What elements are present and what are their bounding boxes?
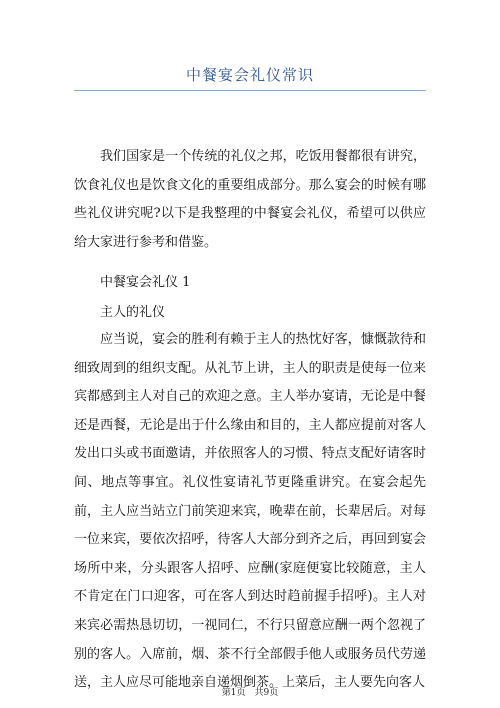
- subheading: 主人的礼仪: [100, 305, 166, 320]
- section-heading: 中餐宴会礼仪 1: [100, 275, 191, 290]
- page-footer: 第1页 共9页: [221, 688, 279, 698]
- document-title: 中餐宴会礼仪常识: [185, 66, 314, 84]
- body-paragraph: 应当说，宴会的胜利有赖于主人的热忱好客，慷慨款待和细致周到的组织支配。从礼节上讲，主人的职责是使每一位来宾都感到主人对自己的欢迎之意。主人举办宴请，无论是中餐还是西餐，无论是出于什么缘由和目的，主人都应提前对客人发出口头或书面邀请，并依照客人的习惯、特点支配好请客时间、地点等事宜。礼仪性宴请礼节更隆重讲究。在宴会起先前，主人应当站立门前笑迎来宾，晚辈在前，长辈居后。对每一位来宾，要依次招呼，待客人大部分到齐之后，再回到宴会场所中来，分头跟客人招呼、应酬(家庭便宴比较随意，主人不肯定在门口迎客，可在客人到达时趋前握手招呼)。主人对来宾必需热恳切切，一视同仁，不行只留意应酬一两个忽视了别的客人。入席前，烟、茶不行全部假手他人或服务员代劳递送，主人应尽可能地亲自递烟倒茶。上菜后，主人要先向客人: [74, 332, 426, 691]
- intro-paragraph: 我们国家是一个传统的礼仪之邦，吃饭用餐都很有讲究，饮食礼仪也是饮食文化的重要组成部分。那么宴会的时候有哪些礼仪讲究呢?以下是我整理的中餐宴会礼仪，希望可以供应给大家进行参考和借鉴。: [74, 149, 426, 250]
- title-underline: [74, 90, 426, 91]
